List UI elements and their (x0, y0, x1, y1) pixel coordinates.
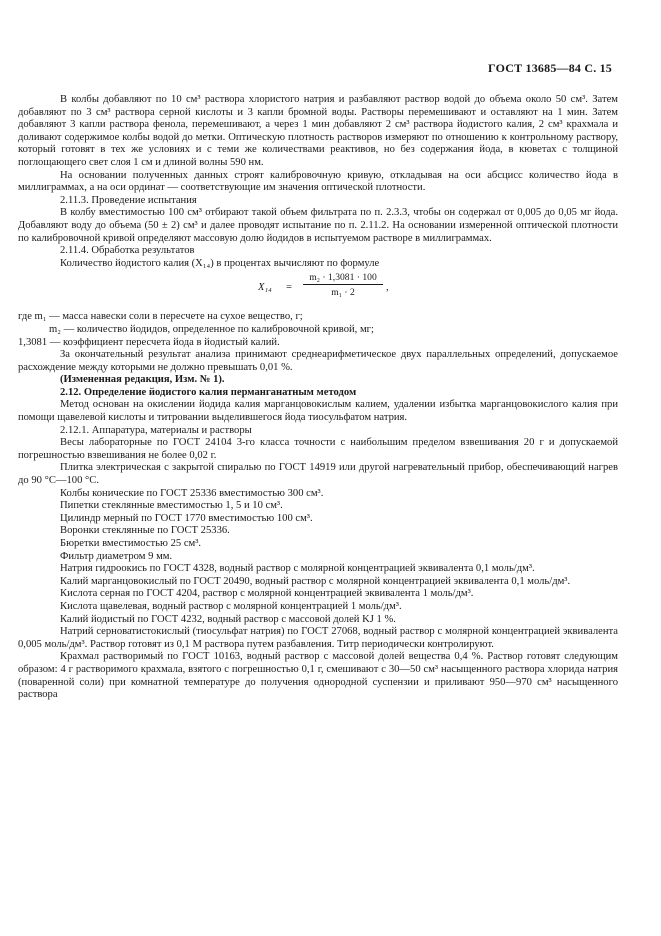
section-heading-2-11-4: 2.11.4. Обработка результатов (60, 245, 195, 257)
definition-m2: m₂ — количество йодидов, определенное по калибровочной кривой, мг; (49, 323, 374, 335)
page-header: ГОСТ 13685—84 С. 15 (488, 61, 612, 75)
list-item: Калий йодистый по ГОСТ 4232, водный раствор с массовой долей KJ 1 %. (60, 613, 396, 625)
edit-note: (Измененная редакция, Изм. № 1). (60, 374, 225, 386)
section-heading-2-12: 2.12. Определение йодистого калия перманганатным методом (60, 386, 357, 398)
list-item: Кислота щавелевая, водный раствор с молярной концентрацией 1 моль/дм³. (60, 600, 402, 612)
list-item: Кислота серная по ГОСТ 4204, раствор с молярной концентрацией эквивалента 1 моль/дм³. (60, 588, 474, 600)
list-item: Калий марганцовокислый по ГОСТ 20490, водный раствор с молярной концентрацией эквивалента 0,1 моль/дм³. (60, 575, 571, 587)
list-item: Колбы конические по ГОСТ 25336 вместимостью 300 см³. (60, 487, 324, 499)
definition-m1: где m₁ — масса навески соли в пересчете на сухое вещество, г; (18, 311, 303, 323)
formula-fraction (301, 271, 385, 300)
section-heading-2-11-3: 2.11.3. Проведение испытания (60, 194, 197, 206)
formula-numerator: m₂ · 1,3081 · 100 (309, 272, 377, 284)
list-item: Плитка электрическая с закрытой спиралью по ГОСТ 14919 или другой нагревательный прибор, обеспечивающий нагрев до 90 °С—100 °С. (18, 462, 618, 487)
paragraph-calibration-curve: На основании полученных данных строят калибровочную кривую, откладывая на оси абсцисс количество йода в миллиграммах, а на оси ординат — соответствующие им значения оптической плотности. (18, 169, 618, 194)
list-item: Натрий серноватистокислый (тиосульфат натрия) по ГОСТ 27068, водный раствор с молярной концентрацией эквивалента 0,005 моль/дм³. Раствор готовят из 0,1 М раствора путем разбавления. Титр периодически контролируют. (18, 626, 618, 650)
definition-coefficient: 1,3081 — коэффициент пересчета йода в йодистый калий. (18, 336, 280, 348)
list-item: Фильтр диаметром 9 мм. (60, 550, 173, 562)
list-item: Натрия гидроокись по ГОСТ 4328, водный раствор с молярной концентрацией эквивалента 0,1 моль/дм³. (60, 563, 535, 575)
paragraph-calibration-procedure: В колбы добавляют по 10 см³ раствора хлористого натрия и разбавляют раствор водой до объема около 50 см³. Затем добавляют по 3 см³ раствора серной кислоты и 3 капли бромной воды. Растворы перемешивают и оставляют на 1 мин. Затем добавляют 3 капли раствора фенола, перемешивают, а через 1 мин добавляют 2 см³ раствора йодистого калия, 2 см³ крахмала и доливают содержимое колбы водой до метки. Оптическую плотность растворов измеряют по отношению к контрольному раствору, который готовят в тех же условиях и с теми же количествами реактивов, но без содержания йода, в кюветах с толщиной поглощающего свет слоя 1 см и длиной волны 590 нм. (18, 94, 618, 168)
paragraph-formula-intro: Количество йодистого калия (X₁₄) в процентах вычисляют по формуле (60, 257, 380, 269)
formula-denominator: m₁ · 2 (331, 287, 355, 299)
formula-lhs: X₁₄ (258, 282, 272, 294)
paragraph-method-basis: Метод основан на окислении йодида калия марганцовокислым калием, удалении избытка марганцовокислого калия при помощи щавелевой кислоты и титровании выделившегося йода тиосульфатом натрия. (18, 399, 618, 424)
formula-comma: , (386, 282, 389, 294)
page-content (18, 94, 618, 702)
formula-x14 (18, 271, 618, 309)
formula-equals: = (286, 282, 292, 294)
list-item: Весы лабораторные по ГОСТ 24104 3-го класса точности с наибольшим пределом взвешивания 20 г и допускаемой погрешностью взвешивания не более 0,02 г. (18, 437, 618, 461)
list-item: Бюретки вместимостью 25 см³. (60, 538, 202, 549)
paragraph-final-result: За окончательный результат анализа принимают среднеарифметическое двух параллельных определений, допускаемое расхождение между которыми не должно превышать 0,01 %. (18, 349, 618, 373)
list-item: Пипетки стеклянные вместимостью 1, 5 и 10 см³. (60, 500, 283, 512)
list-item: Цилиндр мерный по ГОСТ 1770 вместимостью 100 см³. (60, 512, 313, 524)
paragraph-test-procedure: В колбу вместимостью 100 см³ отбирают такой объем фильтрата по п. 2.3.3, чтобы он содержал от 0,005 до 0,05 мг йода. Добавляют воду до объема (50 ± 2) см³ и далее проводят испытание по п. 2.11.2. На основании измеренной оптической плотности по калибровочной кривой определяют массовую долю йодидов в испытуемом растворе в миллиграммах. (18, 207, 618, 244)
document-page (18, 0, 618, 936)
list-item: Крахмал растворимый по ГОСТ 10163, водный раствор с массовой долей вещества 0,4 %. Раствор готовят следующим образом: 4 г растворимого крахмала, взятого с погрешностью 0,1 г, смешивают с 30—50 см³ насыщенного раствора хлорида натрия (поваренной соли) при комнатной температуре до получения однородной суспензии и приливают 950—970 см³ насыщенного раствора (18, 651, 618, 701)
section-heading-2-12-1: 2.12.1. Аппаратура, материалы и растворы (60, 424, 252, 436)
list-item: Воронки стеклянные по ГОСТ 25336. (60, 525, 230, 537)
